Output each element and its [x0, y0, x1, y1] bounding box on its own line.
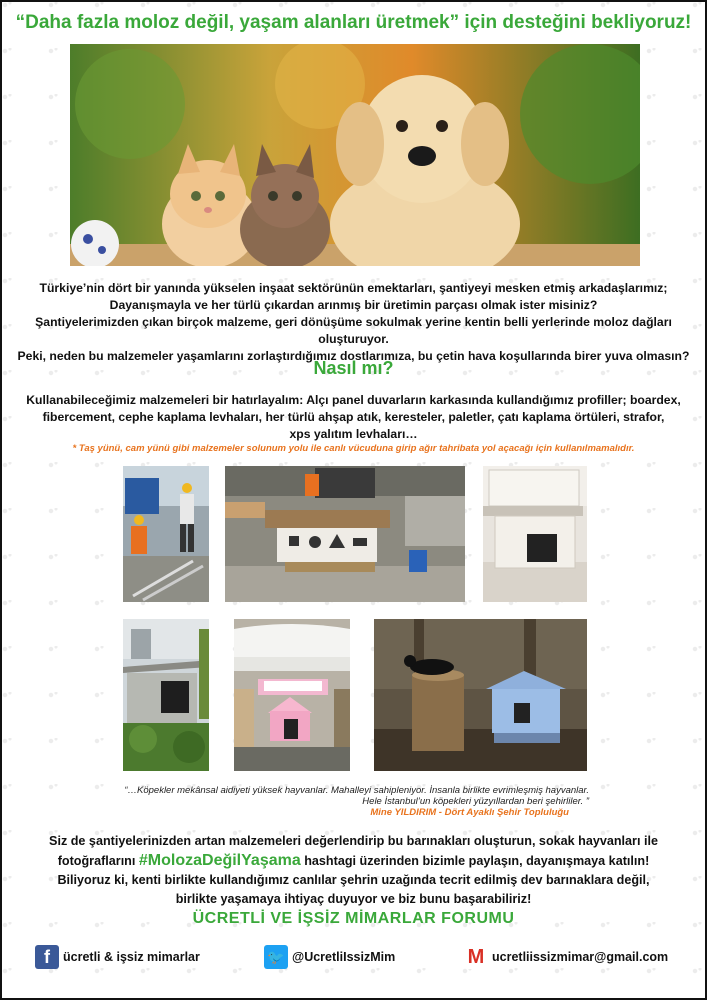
twitter-icon: 🐦: [264, 945, 288, 969]
photo-building-shelter: [225, 466, 465, 602]
materials-line: xps yalıtım levhaları…: [289, 427, 418, 441]
materials-text: [2, 392, 705, 443]
email-link[interactable]: [464, 945, 668, 969]
headline: “Daha fazla moloz değil, yaşam alanları üretmek” için desteğini bekliyoruz!: [15, 12, 692, 33]
hero-photo: [70, 44, 640, 266]
call-line: birlikte yaşamaya ihtiyaç duyuyor ve biz bunu başarabiliriz!: [175, 892, 532, 906]
quote-line: Hele İstanbul’un köpekleri yüzyıllardan beri şehirliler. ”: [362, 796, 589, 807]
email-address: ucretliissizmimar@gmail.com: [492, 950, 669, 964]
call-line: Biliyoruz ki, kenti birlikte kullandığımız canlılar şehrin uzağında tecrit edilmiş dev barınaklara değil,: [57, 873, 650, 887]
twitter-link[interactable]: [264, 945, 395, 969]
quote-block: [102, 785, 589, 818]
facebook-icon: f: [35, 945, 59, 969]
photo-white-shelter: [483, 466, 587, 602]
photo-pink-shelter: [234, 619, 350, 771]
intro-line: Türkiye’nin dört bir yanında yükselen inşaat sektörünün emektarları, şantiyeyi mesken etmiş arkadaşlarımız;: [39, 281, 668, 295]
intro-text: [2, 280, 705, 365]
twitter-handle: @UcretliIssizMim: [292, 950, 396, 964]
intro-line: Peki, neden bu malzemeler yaşamlarını zorlaştırdığımız dostlarımıza, bu çetin hava koşullarında birer yuva olmasın?: [17, 349, 690, 363]
call-line-post: hashtagi üzerinden bizimle paylaşın, dayanışmaya katılın!: [300, 854, 650, 868]
quote-author: Mine YILDIRIM - Dört Ayaklı Şehir Topluluğu: [370, 807, 569, 818]
quote-line: “…Köpekler mekânsal aidiyeti yüksek hayvanlar. Mahalleyi sahipleniyor. İnsanla birlikte evrimleşmiş hayvanlar.: [124, 785, 589, 796]
call-line: [2, 851, 705, 871]
facebook-handle: ücretli & işsiz mimarlar: [63, 950, 200, 964]
forum-name: ÜCRETLİ VE İŞSİZ MİMARLAR FORUMU: [192, 910, 515, 927]
call-line-pre: fotoğraflarını: [57, 854, 139, 868]
warning-note: * Taş yünü, cam yünü gibi malzemeler solunum yolu ile canlı vücuduna girip ağır tahribata yol açacağı için kullanılmamalıdır.: [72, 443, 635, 454]
materials-line: fibercement, cephe kaplama levhaları, her türlü ahşap atık, keresteler, paletler, çatı kaplama örtüleri, strafor,: [42, 410, 665, 424]
photo-grey-shelter: [123, 619, 209, 771]
materials-line: Kullanabileceğimiz malzemeleri bir hatırlayalım: Alçı panel duvarların karkasında kullandığımız profiller; boardex,: [26, 393, 681, 407]
call-line: Siz de şantiyelerinizden artan malzemeleri değerlendirip bu barınakları oluşturun, sokak hayvanları ile: [49, 834, 658, 848]
gmail-icon: M: [464, 945, 488, 969]
photo-blue-shelter: [374, 619, 587, 771]
hashtag[interactable]: #MolozaDeğilYaşama: [138, 852, 301, 869]
intro-line: Dayanışmayla ve her türlü çıkardan arınmış bir üretimin parçası olmak ister misiniz?: [109, 298, 598, 312]
photo-workers: [123, 466, 209, 602]
facebook-link[interactable]: [35, 945, 200, 969]
how-heading: Nasıl mı?: [313, 358, 394, 378]
call-to-action: [2, 832, 705, 909]
intro-line: Şantiyelerimizden çıkan birçok malzeme, geri dönüşüme sokulmak yerine kentin belli yerlerinde moloz dağları oluşturuyor.: [35, 315, 672, 346]
